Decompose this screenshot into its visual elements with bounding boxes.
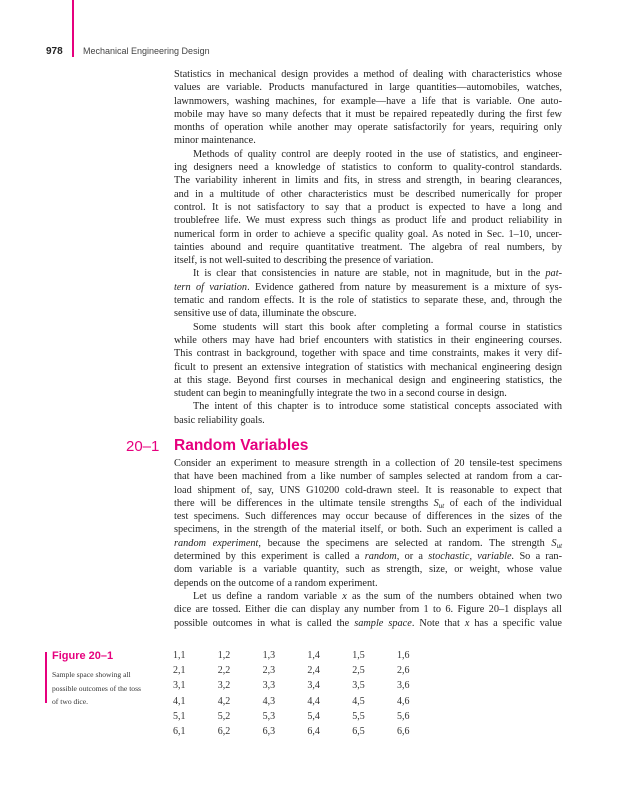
text-line [174, 121, 562, 134]
text-run: ing designers need a knowledge of statistics to conform to quality-control standards. [174, 162, 562, 174]
outcome-cell: 2,5 [352, 665, 365, 677]
text-run: values are variable. Products manufactured in large quantities—automobiles, watches, [174, 82, 562, 94]
text-line [174, 134, 562, 147]
sample-space-table [173, 650, 442, 741]
text-line [174, 414, 562, 427]
text-run: Consider an experiment to measure strength in a collection of 20 tensile-test specimens [174, 458, 562, 469]
text-line [174, 321, 562, 334]
text-line [174, 470, 562, 483]
text-run: dom variable is a variable quantity, such as strength, size, or weight, whose value [174, 564, 562, 576]
text-run: as the sum of the numbers obtained when two [346, 590, 563, 602]
outcome-cell: 6,3 [262, 725, 276, 737]
italic-text: tern of variation [174, 281, 248, 293]
outcome-cell: 5,1 [173, 710, 186, 722]
text-line [174, 387, 562, 400]
text-run: while others may have had brief encounters with statistics in their engineering courses. [174, 334, 562, 346]
text-run: determined by this experiment is called a [174, 551, 365, 563]
text-run: that have been machined from a like number of samples selected at random from a car- [174, 471, 562, 483]
running-title: Mechanical Engineering Design [83, 46, 210, 56]
text-line [174, 254, 562, 267]
text-line [174, 603, 562, 616]
text-run: there will be differences in the ultimate tensile strengths [174, 497, 434, 509]
italic-text: x [464, 617, 470, 629]
text-run: So a ran- [514, 551, 563, 563]
paragraph [174, 457, 562, 590]
paragraph [174, 148, 562, 268]
figure-caption [52, 668, 152, 709]
page-number: 978 [46, 46, 63, 57]
outcome-cell: 5,5 [352, 710, 365, 722]
text-run: Let us define a random variable [193, 590, 343, 602]
header-rule [72, 0, 74, 57]
section-title: Random Variables [174, 437, 309, 454]
section-text [174, 457, 562, 630]
text-run: Statistics in mechanical design provides a method of dealing with characteristics whose [174, 69, 562, 80]
text-line [174, 523, 562, 536]
text-line [174, 590, 562, 603]
italic-text: S [433, 497, 439, 509]
outcome-cell: 2,4 [307, 665, 320, 677]
text-line [174, 228, 562, 241]
text-run: This contrast in background, together with space and time constraints, makes it very dif- [174, 348, 562, 360]
italic-text: x [342, 590, 347, 602]
text-line [174, 267, 562, 280]
text-line [174, 563, 562, 576]
text-run: possible outcomes in what is called the [174, 617, 355, 629]
italic-text: sample space [354, 617, 412, 629]
outcome-cell: 5,3 [262, 710, 276, 722]
text-run: depends on the outcome of a random experiment. [174, 577, 378, 589]
text-line [174, 307, 562, 320]
text-run: or a [399, 551, 429, 563]
italic-text: pat- [545, 268, 562, 280]
text-run: numerical form in order to achieve a specific quality goal. As noted in Sec. 1–10, uncer- [174, 228, 562, 240]
text-run: because the specimens are selected at random. The strength [260, 537, 552, 549]
text-run: ficult to present an extensive integration of statistics with mechanical engineering design [174, 361, 562, 373]
text-run: Methods of quality control are deeply rooted in the use of statistics, and engineer- [193, 148, 562, 160]
outcome-cell: 2,2 [217, 665, 231, 677]
text-line [174, 374, 562, 387]
outcome-cell: 4,4 [307, 695, 320, 707]
text-line [174, 510, 562, 523]
text-run: sensitive use of data, illuminate the obscure. [174, 308, 357, 320]
outcome-cell: 4,1 [173, 695, 186, 707]
text-run: student can begin to meaningfully integrate the two in a second course in design. [174, 388, 507, 400]
text-run: tematic and random effects. It is the role of statistics to separate these, and, through the [174, 295, 562, 307]
outcome-cell: 1,1 [173, 650, 186, 661]
text-line [174, 81, 562, 94]
text-line [174, 161, 562, 174]
outcome-cell: 5,2 [217, 710, 231, 722]
text-line [174, 294, 562, 307]
text-run: The intent of this chapter is to introduce some statistical concepts associated with [193, 401, 562, 413]
text-line [174, 400, 562, 413]
text-line [174, 361, 562, 374]
outcome-cell: 2,6 [396, 665, 410, 677]
subscript-text: ut [556, 541, 563, 550]
text-run: Some students will start this book after completing a formal course in statistics [193, 321, 562, 333]
italic-text: random experiment, [174, 537, 261, 549]
figure-rule [45, 652, 47, 703]
outcome-cell: 5,6 [396, 710, 410, 722]
outcome-cell: 5,4 [307, 710, 320, 722]
paragraph [174, 68, 562, 148]
text-line [174, 188, 562, 201]
text-line [174, 347, 562, 360]
text-run: The variability inherent in limits and fits, in stress and strength, in bearing clearances, [174, 175, 562, 187]
text-run: mobile may have so many defects that it must be repaired repeatedly during the first few [174, 108, 562, 120]
outcome-cell: 3,6 [396, 680, 410, 692]
text-line [174, 201, 562, 214]
text-run: It is clear that consistencies in nature are stable, not in magnitude, but in the [193, 268, 546, 280]
text-run: . Note that [411, 617, 465, 629]
outcome-cell: 4,2 [217, 695, 231, 707]
text-line [174, 457, 562, 470]
text-run: test specimens. Such differences may occur because of differences in the sizes of the [174, 511, 562, 523]
text-run: lawnmowers, washing machines, for example—have a life that is variable. One auto- [174, 95, 562, 107]
intro-text [174, 68, 562, 427]
outcome-cell: 4,6 [396, 695, 410, 707]
caption-line: of two dice. [52, 697, 89, 706]
text-line [174, 577, 562, 590]
outcome-cell: 3,3 [262, 680, 276, 692]
italic-text: S [551, 537, 557, 549]
text-run: . Evidence gathered from nature by measurement is a mixture of sys- [247, 281, 563, 293]
text-run: dice are tossed. Either die can display any number from 1 to 6. Figure 20–1 displays all [174, 604, 562, 616]
text-run: itself, is not well-suited to describing the presence of variation. [174, 255, 434, 267]
outcome-cell: 6,5 [352, 725, 365, 737]
outcome-cell: 1,5 [352, 650, 365, 661]
outcome-cell: 6,2 [217, 725, 231, 737]
italic-text: random, [364, 551, 400, 563]
text-run: minor maintenance. [174, 135, 256, 147]
caption-line: possible outcomes of the toss [52, 683, 142, 693]
subscript-text: ut [438, 501, 445, 510]
text-run: control. It is not satisfactory to say that a product is expected to have a long and [174, 201, 562, 213]
outcome-cell: 6,6 [396, 725, 410, 737]
text-line [174, 174, 562, 187]
section-number: 20–1 [126, 438, 160, 455]
text-run: has a specific value [469, 617, 562, 629]
text-line [174, 484, 562, 497]
text-line [174, 108, 562, 121]
outcome-cell: 6,4 [307, 725, 320, 737]
outcome-cell: 6,1 [173, 725, 186, 737]
outcome-cell: 1,2 [217, 650, 231, 661]
outcome-cell: 1,4 [307, 650, 320, 661]
outcome-cell: 2,1 [173, 665, 186, 677]
text-run: troublefree life. We must express such things as product life and product reliability in [174, 215, 562, 227]
text-line [174, 550, 562, 563]
caption-line: Sample space showing all [52, 670, 131, 679]
outcome-cell: 1,3 [262, 650, 276, 661]
paragraph [174, 321, 562, 401]
text-line [174, 148, 562, 161]
text-run: load shipment of, say, UNS G10200 cold-drawn steel. It is reasonable to expect that [174, 484, 562, 496]
paragraph [174, 400, 562, 427]
outcome-cell: 4,3 [262, 695, 276, 707]
text-run: months of operation while another may operate satisfactorily for years, requiring only [174, 122, 562, 134]
outcome-cell: 3,4 [307, 680, 320, 692]
text-line [174, 334, 562, 347]
paragraph [174, 267, 562, 320]
text-run: at this stage. Beyond first courses in mechanical design and engineering statistics, the [174, 374, 562, 386]
outcome-cell: 4,5 [352, 695, 365, 707]
paragraph [174, 590, 562, 630]
text-line [174, 214, 562, 227]
text-line [174, 68, 562, 81]
text-line [174, 537, 562, 550]
text-line [174, 95, 562, 108]
text-run: basic reliability goals. [174, 414, 265, 426]
text-line [174, 281, 562, 294]
text-run: and in a multitude of other characteristics must be described numerically for proper [174, 188, 562, 200]
text-run: of each of the individual [444, 497, 562, 509]
text-line [174, 241, 562, 254]
outcome-cell: 3,5 [352, 680, 365, 692]
text-run: tainties abound and require quantitative treatment. The algebra of real numbers, by [174, 241, 562, 253]
outcome-cell: 3,1 [173, 680, 186, 692]
italic-text: stochastic, variable. [428, 551, 515, 563]
text-run: specimens, in the strength of the material itself, or both. Such an experiment is called a [174, 524, 562, 536]
outcome-cell: 2,3 [262, 665, 276, 677]
text-line [174, 497, 562, 510]
figure-label: Figure 20–1 [52, 650, 114, 662]
outcome-cell: 3,2 [217, 680, 231, 692]
text-line [174, 617, 562, 630]
outcome-cell: 1,6 [396, 650, 410, 661]
